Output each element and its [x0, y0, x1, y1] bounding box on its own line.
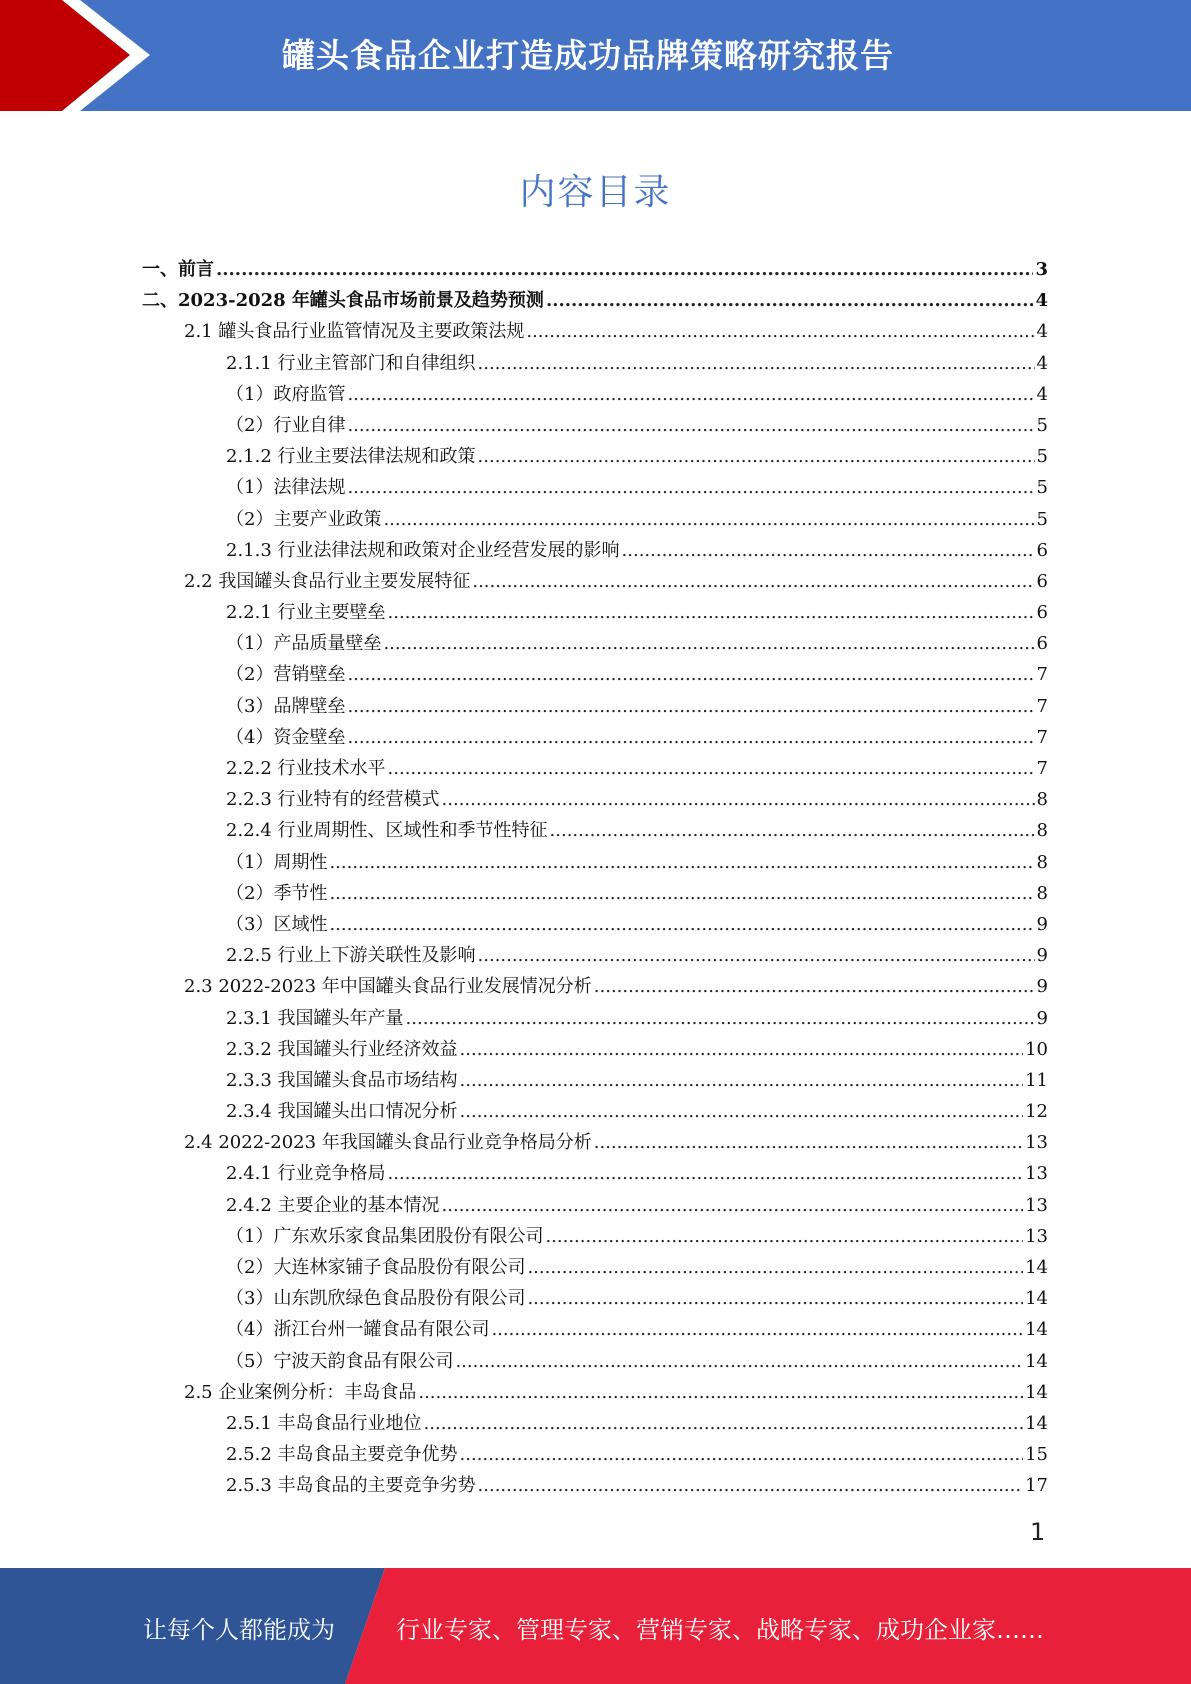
toc-entry[interactable]	[142, 535, 1048, 566]
toc-entry-page: 8	[1036, 789, 1048, 811]
report-header	[0, 0, 1191, 111]
toc-entry[interactable]	[142, 1127, 1048, 1158]
toc-entry[interactable]	[142, 847, 1048, 878]
toc-entry-label: （1）广东欢乐家食品集团股份有限公司	[226, 1225, 544, 1247]
toc-dot-leader	[383, 504, 1034, 535]
toc-entry-label: （1）产品质量壁垒	[226, 633, 382, 655]
toc-entry-label: 2.2.1 行业主要壁垒	[226, 602, 386, 624]
toc-entry-label: （2）大连林家铺子食品股份有限公司	[226, 1257, 526, 1278]
toc-entry-page: 8	[1036, 820, 1048, 842]
toc-entry-page: 5	[1036, 446, 1048, 468]
toc-entry-page: 5	[1036, 477, 1048, 499]
toc-entry-page: 4	[1035, 290, 1048, 312]
toc-entry-label: 2.4 2022-2023 年我国罐头食品行业竞争格局分析	[184, 1132, 592, 1154]
toc-dot-leader	[478, 1470, 1024, 1501]
toc-entry[interactable]	[142, 909, 1048, 940]
toc-dot-leader	[545, 1221, 1023, 1252]
toc-entry-label: 2.3 2022-2023 年中国罐头食品行业发展情况分析	[184, 976, 592, 998]
toc-entry-page: 7	[1036, 758, 1048, 779]
toc-dot-leader	[460, 1439, 1024, 1470]
toc-entry-page: 11	[1025, 1069, 1048, 1091]
toc-entry[interactable]	[142, 1439, 1048, 1470]
report-footer	[0, 1568, 1191, 1684]
toc-dot-leader	[388, 1158, 1024, 1189]
toc-entry-page: 14	[1025, 1412, 1048, 1434]
toc-entry[interactable]	[142, 566, 1048, 597]
toc-entry-page: 8	[1036, 882, 1048, 904]
toc-entry-label: 一、前言	[142, 259, 214, 280]
toc-entry-label: 2.3.4 我国罐头出口情况分析	[226, 1101, 458, 1123]
toc-entry[interactable]	[142, 1346, 1048, 1377]
toc-entry-page: 10	[1025, 1038, 1048, 1060]
toc-entry-label: 2.4.2 主要企业的基本情况	[226, 1194, 440, 1216]
toc-entry-label: （2）行业自律	[226, 414, 346, 436]
toc-entry[interactable]	[142, 753, 1048, 784]
toc-entry-page: 14	[1025, 1288, 1048, 1310]
toc-entry-page: 8	[1036, 851, 1048, 873]
toc-entry-label: （1）政府监管	[226, 383, 346, 405]
toc-entry[interactable]	[142, 441, 1048, 472]
toc-entry-page: 4	[1036, 321, 1048, 343]
toc-entry-page: 14	[1025, 1319, 1048, 1341]
toc-entry-label: （2）营销壁垒	[226, 664, 346, 686]
toc-entry[interactable]	[142, 628, 1048, 659]
toc-entry-page: 14	[1025, 1257, 1048, 1278]
toc-entry-label: （3）品牌壁垒	[226, 695, 346, 717]
toc-dot-leader	[388, 597, 1035, 628]
toc-entry-label: （1）法律法规	[226, 477, 346, 499]
toc-entry[interactable]	[142, 254, 1048, 285]
toc-dot-leader	[491, 1314, 1023, 1345]
toc-entry[interactable]	[142, 1190, 1048, 1221]
toc-entry[interactable]	[142, 597, 1048, 628]
toc-entry-label: 2.3.2 我国罐头行业经济效益	[226, 1038, 458, 1060]
toc-entry[interactable]	[142, 1283, 1048, 1314]
toc-entry[interactable]	[142, 1065, 1048, 1096]
toc-entry[interactable]	[142, 1096, 1048, 1127]
toc-dot-leader	[424, 1408, 1024, 1439]
toc-entry-label: 2.2 我国罐头食品行业主要发展特征	[184, 570, 471, 592]
toc-dot-leader	[347, 659, 1034, 690]
toc-entry-page: 12	[1025, 1101, 1048, 1123]
toc-entry[interactable]	[142, 504, 1048, 535]
toc-entry-page: 3	[1035, 259, 1048, 280]
toc-entry[interactable]	[142, 1252, 1048, 1283]
toc-entry-page: 7	[1036, 664, 1048, 686]
toc-entry-label: （2）季节性	[226, 882, 328, 904]
toc-entry[interactable]	[142, 410, 1048, 441]
toc-entry[interactable]	[142, 940, 1048, 971]
toc-dot-leader	[388, 753, 1035, 784]
toc-entry-label: （4）浙江台州一罐食品有限公司	[226, 1319, 490, 1341]
toc-dot-leader	[546, 285, 1034, 316]
toc-entry-page: 9	[1036, 976, 1048, 998]
toc-dot-leader	[329, 909, 1034, 940]
toc-entry-label: 2.5.2 丰岛食品主要竞争优势	[226, 1444, 458, 1466]
toc-entry-page: 4	[1036, 352, 1048, 374]
toc-entry-label: 2.1.3 行业法律法规和政策对企业经营发展的影响	[226, 539, 620, 561]
toc-entry[interactable]	[142, 784, 1048, 815]
toc-dot-leader	[406, 1003, 1035, 1034]
toc-dot-leader	[383, 628, 1034, 659]
toc-dot-leader	[526, 316, 1034, 347]
toc-dot-leader	[347, 722, 1034, 753]
toc-entry-label: 2.1 罐头食品行业监管情况及主要政策法规	[184, 321, 525, 343]
toc-entry-label: （2）主要产业政策	[226, 508, 382, 530]
toc-heading: 内容目录	[519, 172, 672, 213]
toc-entry-label: 2.2.3 行业特有的经营模式	[226, 789, 440, 811]
toc-entry[interactable]	[142, 878, 1048, 909]
toc-entry[interactable]	[142, 1003, 1048, 1034]
toc-entry[interactable]	[142, 1470, 1048, 1501]
toc-dot-leader	[216, 254, 1033, 285]
toc-dot-leader	[478, 348, 1035, 379]
toc-dot-leader	[347, 691, 1034, 722]
toc-entry-label: （4）资金壁垒	[226, 726, 346, 748]
toc-entry-label: 2.1.1 行业主管部门和自律组织	[226, 352, 476, 374]
toc-entry-page: 14	[1025, 1381, 1048, 1403]
toc-entry[interactable]	[142, 1408, 1048, 1439]
toc-dot-leader	[347, 410, 1034, 441]
toc-dot-leader	[460, 1034, 1024, 1065]
page-number: 1	[1030, 1518, 1046, 1546]
toc-entry[interactable]	[142, 1034, 1048, 1065]
toc-entry[interactable]	[142, 1314, 1048, 1345]
toc-entry-label: 2.5.3 丰岛食品的主要竞争劣势	[226, 1475, 476, 1497]
toc-dot-leader	[527, 1252, 1023, 1283]
toc-entry[interactable]	[142, 1377, 1048, 1408]
toc-entry-page: 13	[1025, 1132, 1048, 1154]
toc-entry[interactable]	[142, 1221, 1048, 1252]
toc-entry-page: 6	[1036, 602, 1048, 624]
toc-dot-leader	[460, 1065, 1024, 1096]
toc-entry-label: （3）山东凯欣绿色食品股份有限公司	[226, 1288, 526, 1310]
toc-dot-leader	[460, 1096, 1024, 1127]
toc-dot-leader	[478, 940, 1035, 971]
toc-entry[interactable]	[142, 971, 1048, 1002]
toc-entry-page: 5	[1036, 414, 1048, 436]
toc-dot-leader	[472, 566, 1034, 597]
footer-slogan-right: 行业专家、管理专家、营销专家、战略专家、成功企业家……	[396, 1616, 1044, 1644]
toc-entry-page: 7	[1036, 695, 1048, 717]
toc-entry-page: 13	[1025, 1225, 1048, 1247]
toc-entry-label: 2.3.1 我国罐头年产量	[226, 1007, 404, 1029]
toc-entry[interactable]	[142, 691, 1048, 722]
toc-entry-page: 6	[1036, 539, 1048, 561]
toc-entry[interactable]	[142, 722, 1048, 753]
toc-entry[interactable]	[142, 316, 1048, 347]
toc-dot-leader	[622, 535, 1035, 566]
toc-entry-page: 9	[1036, 945, 1048, 967]
table-of-contents	[142, 254, 1048, 1502]
toc-entry-page: 6	[1036, 633, 1048, 655]
toc-entry[interactable]	[142, 472, 1048, 503]
toc-entry-label: 2.2.2 行业技术水平	[226, 758, 386, 779]
toc-entry-page: 17	[1025, 1475, 1048, 1497]
toc-entry-label: （3）区域性	[226, 913, 328, 935]
toc-entry-page: 7	[1036, 726, 1048, 748]
toc-entry-page: 13	[1025, 1163, 1048, 1185]
toc-entry-page: 14	[1025, 1350, 1048, 1372]
toc-dot-leader	[455, 1346, 1023, 1377]
toc-entry[interactable]	[142, 285, 1048, 316]
toc-dot-leader	[347, 472, 1034, 503]
toc-dot-leader	[442, 1190, 1024, 1221]
toc-dot-leader	[594, 971, 1035, 1002]
report-title: 罐头食品企业打造成功品牌策略研究报告	[282, 36, 894, 75]
toc-entry-label: （1）周期性	[226, 851, 328, 873]
toc-entry-page: 9	[1036, 1007, 1048, 1029]
toc-dot-leader	[527, 1283, 1023, 1314]
toc-entry-page: 13	[1025, 1194, 1048, 1216]
toc-entry-label: 2.4.1 行业竞争格局	[226, 1163, 386, 1185]
toc-entry-label: 2.5 企业案例分析：丰岛食品	[184, 1381, 417, 1403]
toc-entry[interactable]	[142, 379, 1048, 410]
toc-entry-label: （5）宁波天韵食品有限公司	[226, 1350, 454, 1372]
toc-dot-leader	[418, 1377, 1023, 1408]
toc-dot-leader	[594, 1127, 1023, 1158]
toc-entry[interactable]	[142, 659, 1048, 690]
toc-entry-label: 2.5.1 丰岛食品行业地位	[226, 1412, 422, 1434]
toc-dot-leader	[442, 784, 1035, 815]
footer-slogan-left: 让每个人都能成为	[143, 1616, 335, 1644]
toc-dot-leader	[329, 878, 1034, 909]
toc-entry[interactable]	[142, 815, 1048, 846]
toc-entry-page: 15	[1025, 1444, 1048, 1466]
toc-dot-leader	[329, 847, 1034, 878]
toc-dot-leader	[478, 441, 1035, 472]
toc-entry-label: 二、2023-2028 年罐头食品市场前景及趋势预测	[142, 290, 544, 312]
toc-entry-label: 2.3.3 我国罐头食品市场结构	[226, 1069, 458, 1091]
toc-entry-page: 9	[1036, 913, 1048, 935]
toc-entry[interactable]	[142, 1158, 1048, 1189]
toc-entry-page: 5	[1036, 508, 1048, 530]
toc-entry-label: 2.2.4 行业周期性、区域性和季节性特征	[226, 820, 548, 842]
toc-entry-label: 2.2.5 行业上下游关联性及影响	[226, 945, 476, 967]
toc-dot-leader	[347, 379, 1034, 410]
toc-entry-label: 2.1.2 行业主要法律法规和政策	[226, 446, 476, 468]
toc-dot-leader	[550, 815, 1035, 846]
toc-entry-page: 6	[1036, 570, 1048, 592]
toc-entry[interactable]	[142, 348, 1048, 379]
toc-entry-page: 4	[1036, 383, 1048, 405]
